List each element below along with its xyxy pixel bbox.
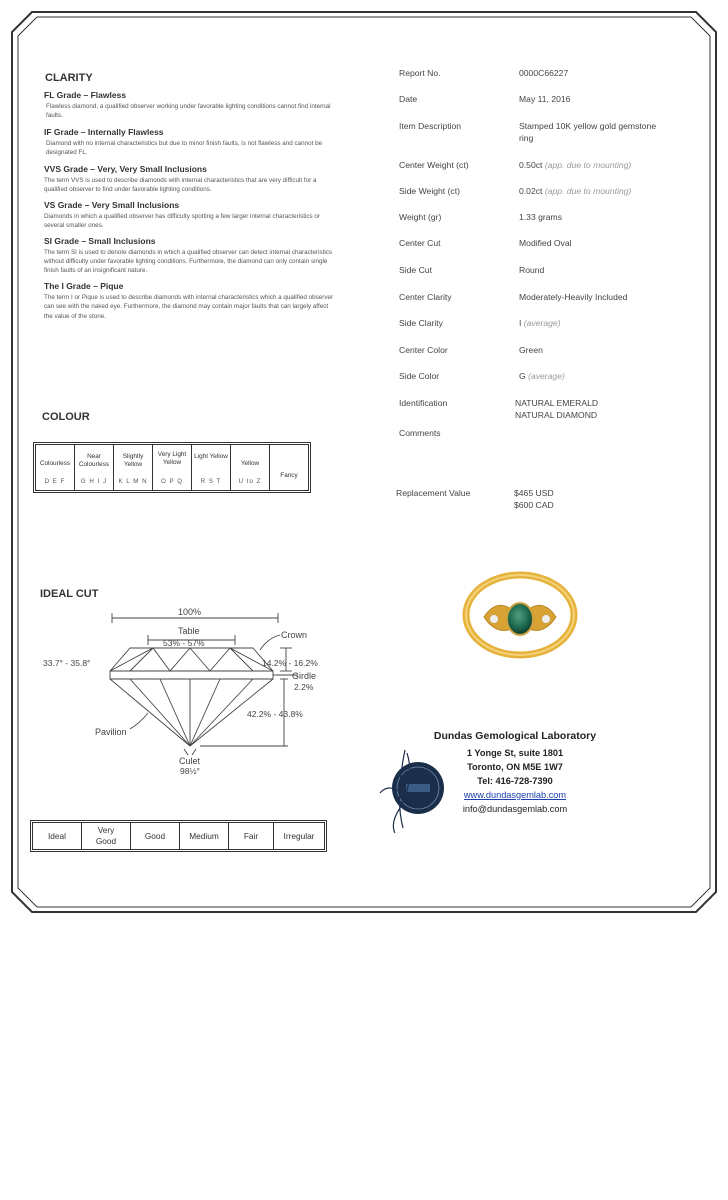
report-value [519,186,631,198]
report-value-note: (app. due to mounting) [544,160,632,170]
report-value: Round [519,265,545,275]
colour-cell [192,445,231,491]
lab-name: Dundas Gemological Laboratory [433,730,597,742]
report-label: Side Color [399,371,440,381]
report-label: Item Description [399,121,462,131]
replacement-value [514,488,554,511]
diagram-table-range: 53% - 57% [163,638,205,648]
clarity-grade-name: FL Grade – Flawless [44,90,127,100]
colour-codes: D E F [44,478,66,485]
lab-website-link[interactable]: www.dundasgemlab.com [463,790,567,800]
colour-label: Light Yellow [194,453,228,460]
report-label: Date [399,94,418,104]
diamond-proportions-diagram [30,605,340,785]
colour-cell [36,445,75,491]
clarity-grade-name: VS Grade – Very Small Inclusions [44,199,180,210]
report-label: Center Color [399,345,448,355]
diagram-culet-label: Culet [179,756,201,766]
colour-label: Near Colourless [78,453,110,468]
cut-grade-cell: Fair [229,823,274,850]
colour-scale [33,442,311,493]
colour-label: Very Light Yellow [157,451,187,466]
colour-cell [231,445,270,491]
clarity-grade [44,164,334,195]
replacement-usd: $465 USD [514,488,554,498]
report-value: May 11, 2016 [519,94,571,104]
cut-grade-cell: Good [131,823,180,850]
clarity-grade-name: The I Grade – Pique [44,280,124,291]
report-label: Identification [399,398,448,408]
diagram-pavilion-depth: 42.2% - 43.8% [247,709,303,719]
lab-seal-stamp [375,748,450,838]
report-value-note: (average) [528,371,565,381]
report-value: Stamped 10K yellow gold gemstone ring [519,121,657,143]
report-value: Moderately-Heavily Included [519,292,628,302]
colour-codes: U to Z [238,478,262,485]
report-value-main: 0.02ct [519,186,543,196]
cut-grade-very-good: Very Good [95,825,117,846]
clarity-grade [44,281,334,321]
clarity-grade-desc: Diamond with no internal characteristics but due to minor finish faults, is not flawless and cannot be designated FL. [46,139,323,157]
colour-cell [75,445,114,491]
colour-label: Fancy [280,471,298,479]
report-label: Weight (gr) [399,212,442,222]
colour-label: Yellow [240,460,260,467]
report-value: 1.33 grams [519,212,562,222]
ideal-cut-title: IDEAL CUT [40,588,99,600]
clarity-grade-desc: Flawless diamond, a qualified observer working under favorable lighting conditions cannot find internal faults. [46,103,331,120]
diagram-girdle-label: Girdle [292,671,317,681]
clarity-grade-name: IF Grade – Internally Flawless [44,126,164,137]
report-value [519,160,631,172]
report-value [519,318,561,330]
diagram-crown-height: 14.2% - 16.2% [262,658,318,668]
report-value: Green [519,345,543,355]
lab-address-1: 1 Yonge St, suite 1801 [466,748,564,758]
diagram-crown-angle: 33.7° - 35.8° [43,658,91,668]
colour-label: Colourless [39,460,71,467]
report-value-note: (app. due to mounting) [544,186,632,196]
report-label: Side Clarity [399,318,443,328]
diagram-culet-value: 98½° [180,766,200,776]
report-value: 0000C66227 [519,68,569,78]
report-value-main: G [519,371,526,381]
cut-grade-cell: Irregular [274,823,325,850]
replacement-cad: $600 CAD [514,499,554,510]
report-label: Center Weight (ct) [399,160,469,170]
report-value-line: NATURAL DIAMOND [515,409,598,420]
report-value-main: 0.50ct [519,160,543,170]
colour-cell [114,445,153,491]
colour-title: COLOUR [42,411,90,423]
clarity-grade [44,127,334,158]
replacement-label: Replacement Value [396,488,471,498]
clarity-grade-desc: The term SI is used to denote diamonds in which a qualified observer can detect internal characteristics without difficulty under favorable lighting conditions. Furthermore, the diamond can only contain single finish faults of an insignificant nature. [44,248,333,275]
report-value [519,371,565,383]
lab-telephone: Tel: 416-728-7390 [477,776,553,786]
clarity-grade-name: SI Grade – Small Inclusions [44,235,156,246]
clarity-grade [44,200,334,231]
diagram-crown-label: Crown [281,630,308,640]
report-label: Center Cut [399,238,441,248]
report-label: Comments [399,428,441,438]
lab-email: info@dundasgemlab.com [462,804,568,814]
colour-codes: G H I J [80,478,108,485]
colour-cell [270,445,309,491]
clarity-grade-desc: The term I or Pique is used to describe diamonds with internal characteristics which a qualified observer can see with the naked eye. Furthermore, the diamond may contain major faults that can largely affect the value of the stone. [44,293,334,320]
colour-cell [153,445,192,491]
lab-address-2: Toronto, ON M5E 1W7 [467,762,563,772]
colour-codes: O P Q [160,478,184,485]
clarity-grade [44,236,334,276]
colour-codes: K L M N [118,478,148,485]
report-label: Center Clarity [399,292,452,302]
report-value-note: (average) [523,318,561,328]
cut-grade-cell: Medium [180,823,229,850]
report-value [515,398,598,421]
clarity-grade-desc: Diamonds in which a qualified observer has difficulty spotting a few larger internal characteristics or several smaller ones. [44,212,321,230]
diagram-girdle-value: 2.2% [294,682,314,692]
report-label: Side Weight (ct) [399,186,460,196]
clarity-grade-list [44,90,334,326]
report-value-line: NATURAL EMERALD [515,398,599,408]
colour-label: Slightly Yellow [122,453,144,468]
report-label: Side Cut [399,265,432,275]
clarity-grade-desc: The term VVS is used to describe diamonds with internal characteristics that are very difficult for a qualified observer to find under favorable lighting conditions. [44,176,317,194]
diagram-pavilion-label: Pavilion [95,727,127,737]
report-value-main: I [519,318,522,328]
colour-codes: R S T [200,478,222,485]
clarity-title: CLARITY [45,72,93,84]
report-value: Modified Oval [519,238,572,248]
clarity-grade-name: VVS Grade – Very, Very Small Inclusions [44,163,207,174]
diagram-total-label: 100% [178,607,202,617]
diagram-table-label: Table [178,626,200,636]
cut-grade-cell: Ideal [33,823,82,850]
report-label: Report No. [399,68,441,78]
cut-grade-scale [30,820,327,852]
clarity-grade [44,90,334,121]
cut-grade-cell [82,823,131,850]
ring-photo [456,565,586,665]
